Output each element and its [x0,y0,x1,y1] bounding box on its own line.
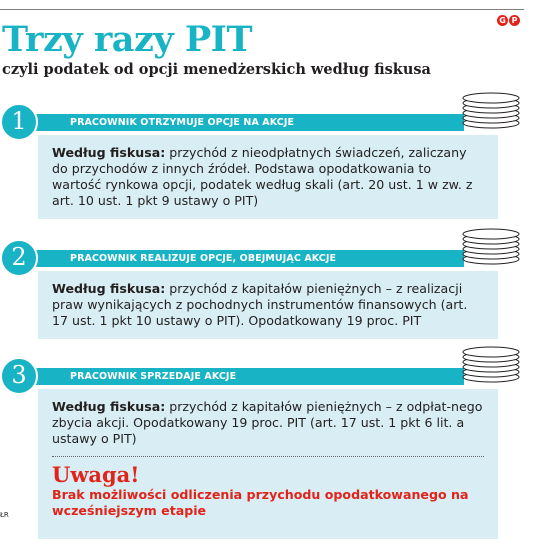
section-1-text: przychód z nieodpłatnych świadczeń, zaliczany do przychodów z innych źródeł. Podstawa opodatkowania to wartość rynkowa opcji, podatek według skali (art. 20 ust. 1 w zw. z art. 10 ust. 1 pkt 9 ustawy o PIT) [52,145,473,208]
coins-icon [458,345,524,383]
logo-g: G [497,15,508,26]
section-1-body [38,135,498,219]
section-2-number: 2 [0,239,38,277]
section-2-header-bar [22,250,464,267]
section-3-lead: Według fiskusa: [52,399,166,414]
section-2-body [38,271,498,339]
warning-title: Uwaga! [52,462,140,487]
section-1-lead: Według fiskusa: [52,145,166,160]
top-rule [0,9,524,10]
section-3-header-bar [22,368,464,385]
section-2-heading: PRACOWNIK REALIZUJE OPCJE, OBEJMUJĄC AKCJE [70,253,337,264]
section-1-header-bar [22,114,464,131]
section-2-text: przychód z kapitałów pieniężnych – z realizacji praw wynikających z pochodnych instrumentów finansowych (art. 17 ust. 1 pkt 10 ustawy o PIT). Opodatkowany 19 proc. PIT [52,281,468,328]
page-title: Trzy razy PIT [2,19,253,60]
logo-p: P [509,15,520,26]
warning-text: Brak możliwości odliczenia przychodu opodatkowanego na wcześniejszym etapie [52,487,469,518]
section-2-lead: Według fiskusa: [52,281,166,296]
section-3-number: 3 [0,357,38,395]
page-subtitle: czyli podatek od opcji menedżerskich według fiskusa [2,61,431,78]
author-credit: ŁR [0,511,9,519]
section-1-heading: PRACOWNIK OTRZYMUJE OPCJE NA AKCJE [70,117,295,128]
coins-icon [458,91,524,129]
section-3-heading: PRACOWNIK SPRZEDAJE AKCJE [70,371,237,382]
dotted-divider [52,456,484,457]
publisher-logo [497,14,520,26]
coins-icon [458,227,524,265]
section-1-number: 1 [0,103,38,141]
section-3-text: przychód z kapitałów pieniężnych – z odpłat-nego zbycia akcji. Opodatkowany 19 proc. PIT (art. 17 ust. 1 pkt 6 lit. a ustawy o PIT) [52,399,483,446]
section-3-body [38,389,498,539]
